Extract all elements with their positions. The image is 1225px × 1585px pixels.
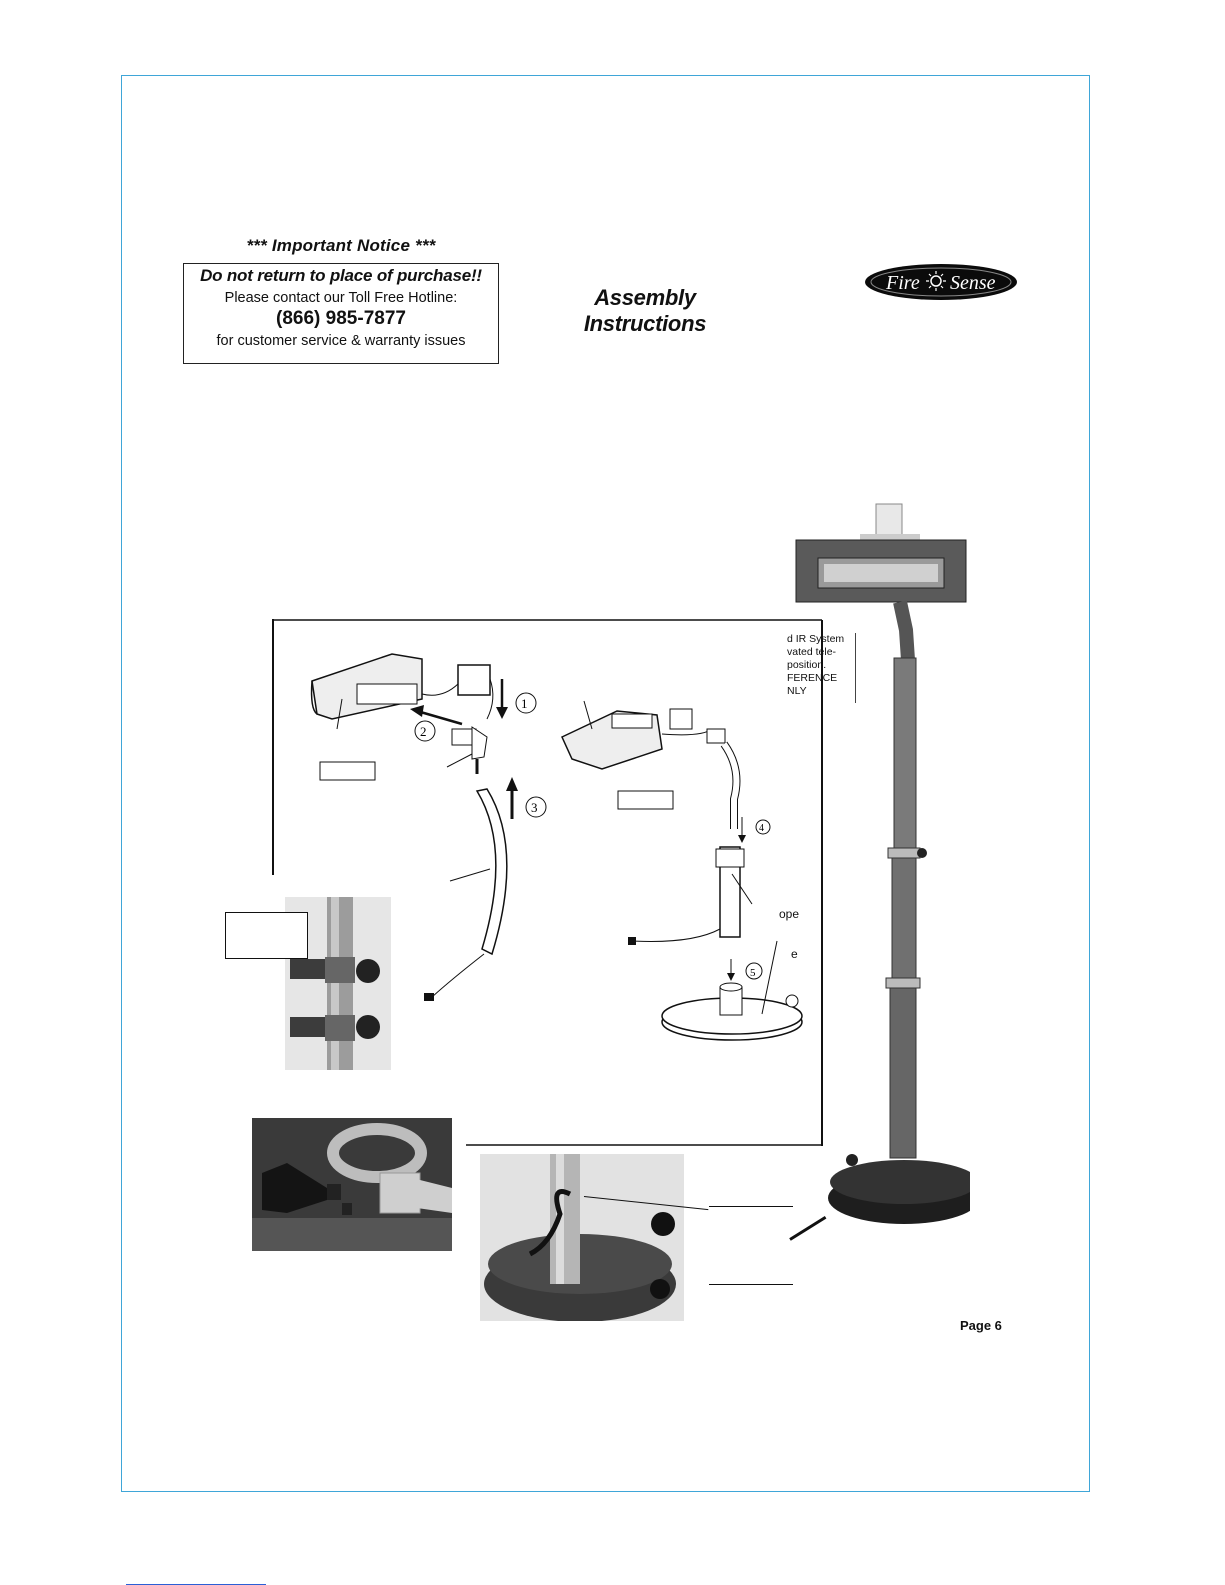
diagram-fragment-text: e [791, 947, 798, 961]
logo-text: Fire [886, 272, 920, 294]
ref-note-line: vated tele- [787, 646, 837, 658]
heater-head-right [562, 701, 662, 769]
notice-line-return: Do not return to place of purchase!! [200, 266, 482, 285]
base-cord-photo [480, 1154, 684, 1321]
clamp-parts-photo [252, 1118, 452, 1251]
ref-note-line: d IR System [787, 633, 845, 645]
notice-line-service: for customer service & warranty issues [216, 333, 466, 349]
notice-title: *** Important Notice *** [246, 236, 436, 255]
title-line-1: Assembly [594, 285, 696, 310]
svg-text:Sense: Sense [950, 272, 996, 294]
label-box-b [618, 791, 673, 809]
title-line-2: Instructions [583, 311, 707, 336]
callout-line-bottom [709, 1284, 793, 1285]
patio-heater-photo [790, 500, 970, 1240]
notice-phone: (866) 985-7877 [276, 308, 406, 329]
diagram-fragment-text: ope [779, 907, 800, 921]
page-title [570, 285, 720, 337]
callout-line-top [709, 1206, 793, 1207]
step-1-label: 1 [521, 696, 528, 711]
step-3-label: 3 [531, 800, 538, 815]
page-number: Page 6 [960, 1318, 1002, 1333]
important-notice-box [183, 263, 499, 364]
ref-note-line: NLY [787, 685, 807, 697]
step-4-label: 4 [759, 823, 764, 834]
step-5-label: 5 [750, 967, 756, 979]
heater-head-left [312, 654, 422, 729]
ref-note-line: FERENCE [787, 672, 838, 684]
callout-label-box [225, 912, 308, 959]
step-2-label: 2 [420, 724, 427, 739]
brand-logo [864, 263, 1018, 301]
notice-line-hotline: Please contact our Toll Free Hotline: [224, 290, 458, 306]
ref-note-line: position. [787, 659, 827, 671]
label-box-a [320, 762, 375, 780]
